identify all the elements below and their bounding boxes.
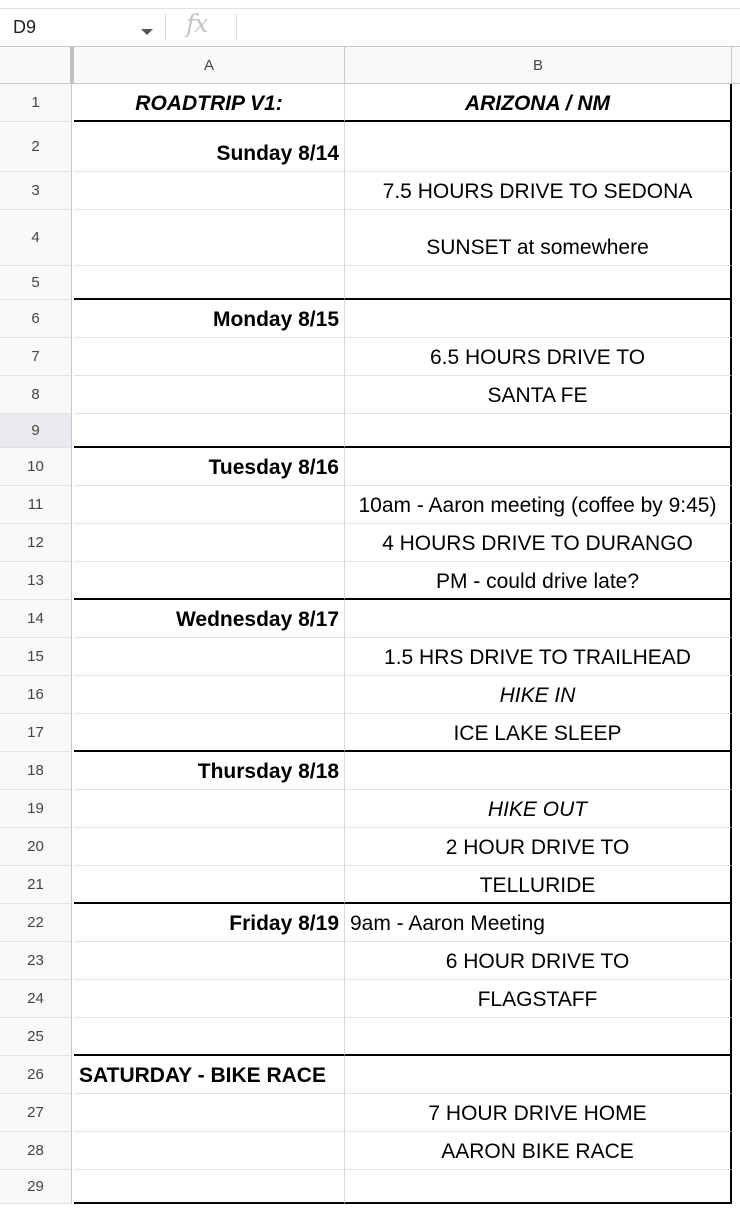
cell-text: Sunday 8/14 — [216, 142, 339, 165]
table-row — [0, 414, 740, 448]
row-number: 3 — [31, 182, 40, 199]
cell-text: 9am - Aaron Meeting — [350, 912, 545, 935]
cell-a16[interactable] — [74, 676, 345, 714]
table-row — [0, 600, 740, 638]
row-number: 9 — [31, 422, 40, 439]
cell-text: Wednesday 8/17 — [175, 608, 339, 631]
row-number: 6 — [31, 310, 40, 327]
table-row — [0, 676, 740, 714]
cell-text: PM - could drive late? — [435, 570, 640, 593]
table-row — [0, 300, 740, 338]
cell-b26[interactable] — [345, 1056, 732, 1094]
cell-a7[interactable] — [74, 338, 345, 376]
cell-a28[interactable] — [74, 1132, 345, 1170]
row-header[interactable] — [0, 714, 72, 752]
row-header[interactable] — [0, 210, 72, 266]
cell-a1[interactable] — [74, 84, 345, 122]
row-number: 11 — [27, 496, 44, 513]
cell-a21[interactable] — [74, 866, 345, 904]
cell-b29[interactable] — [345, 1170, 732, 1204]
name-box[interactable] — [0, 9, 165, 45]
cell-a14[interactable] — [74, 600, 345, 638]
row-number: 8 — [31, 386, 40, 403]
row-header[interactable] — [0, 448, 72, 486]
row-number: 24 — [27, 990, 44, 1007]
cell-b20[interactable] — [345, 828, 732, 866]
row-header[interactable] — [0, 338, 72, 376]
table-row — [0, 980, 740, 1018]
row-number: 18 — [27, 762, 44, 779]
row-number: 10 — [27, 458, 44, 475]
cell-text: Tuesday 8/16 — [208, 456, 339, 479]
cell-b22[interactable] — [345, 904, 732, 942]
cell-b18[interactable] — [345, 752, 732, 790]
cell-a18[interactable] — [74, 752, 345, 790]
row-header[interactable] — [0, 486, 72, 524]
cell-b7[interactable] — [345, 338, 732, 376]
cell-b13[interactable] — [345, 562, 732, 600]
row-header[interactable] — [0, 752, 72, 790]
row-header[interactable] — [0, 122, 72, 172]
table-row — [0, 1170, 740, 1204]
cell-b15[interactable] — [345, 638, 732, 676]
cell-text: Thursday 8/18 — [197, 760, 339, 783]
cell-a20[interactable] — [74, 828, 345, 866]
table-row — [0, 338, 740, 376]
row-number: 27 — [27, 1104, 44, 1121]
row-number: 25 — [27, 1028, 44, 1045]
select-all-corner[interactable] — [0, 47, 74, 84]
cell-text: HIKE OUT — [487, 798, 588, 821]
row-number: 16 — [27, 686, 44, 703]
row-number: 2 — [31, 138, 40, 155]
row-header[interactable] — [0, 1018, 72, 1056]
row-number: 19 — [27, 800, 44, 817]
row-header[interactable] — [0, 1170, 72, 1204]
cell-a11[interactable] — [74, 486, 345, 524]
row-header[interactable] — [0, 790, 72, 828]
row-header[interactable] — [0, 638, 72, 676]
row-header[interactable] — [0, 1056, 72, 1094]
cell-b28[interactable] — [345, 1132, 732, 1170]
cell-b3[interactable] — [345, 172, 732, 210]
cell-text: 7.5 HOURS DRIVE TO SEDONA — [382, 180, 693, 203]
spreadsheet-grid — [0, 84, 740, 1204]
cell-b25[interactable] — [345, 1018, 732, 1056]
table-row — [0, 210, 740, 266]
table-row — [0, 562, 740, 600]
table-row — [0, 866, 740, 904]
table-row — [0, 448, 740, 486]
cell-b21[interactable] — [345, 866, 732, 904]
row-number: 1 — [31, 94, 40, 111]
row-number: 28 — [27, 1142, 44, 1159]
cell-text: 2 HOUR DRIVE TO — [445, 836, 630, 859]
cell-a4[interactable] — [74, 210, 345, 266]
row-number: 22 — [27, 914, 44, 931]
row-number: 4 — [31, 229, 40, 246]
cell-reference: D9 — [13, 17, 37, 37]
row-number: 12 — [27, 534, 44, 551]
table-row — [0, 524, 740, 562]
row-number: 5 — [31, 274, 40, 291]
cell-b2[interactable] — [345, 122, 732, 172]
table-row — [0, 1132, 740, 1170]
cell-a15[interactable] — [74, 638, 345, 676]
cell-text: 10am - Aaron meeting (coffee by 9:45) — [358, 494, 717, 517]
column-header-b[interactable]: B — [345, 47, 732, 84]
cell-a5[interactable] — [74, 266, 345, 300]
row-header[interactable] — [0, 300, 72, 338]
cell-a3[interactable] — [74, 172, 345, 210]
cell-text: TELLURIDE — [479, 874, 596, 897]
cell-a25[interactable] — [74, 1018, 345, 1056]
row-header[interactable] — [0, 904, 72, 942]
table-row — [0, 266, 740, 300]
row-header[interactable] — [0, 172, 72, 210]
row-header[interactable] — [0, 600, 72, 638]
row-header[interactable] — [0, 414, 72, 448]
row-number: 21 — [27, 876, 44, 893]
row-header[interactable] — [0, 562, 72, 600]
row-header[interactable] — [0, 84, 72, 122]
cell-text: Monday 8/15 — [212, 308, 339, 331]
cell-b23[interactable] — [345, 942, 732, 980]
cell-text: 4 HOURS DRIVE TO DURANGO — [382, 532, 693, 555]
table-row — [0, 752, 740, 790]
cell-b17[interactable] — [345, 714, 732, 752]
row-header[interactable] — [0, 524, 72, 562]
cell-text: ICE LAKE SLEEP — [453, 722, 622, 745]
table-row — [0, 172, 740, 210]
cell-b14[interactable] — [345, 600, 732, 638]
table-row — [0, 828, 740, 866]
cell-a13[interactable] — [74, 562, 345, 600]
cell-a23[interactable] — [74, 942, 345, 980]
cell-b24[interactable] — [345, 980, 732, 1018]
column-header-a[interactable]: A — [74, 47, 345, 84]
formula-bar — [0, 0, 740, 47]
cell-b10[interactable] — [345, 448, 732, 486]
row-number: 29 — [27, 1178, 44, 1195]
table-row — [0, 84, 740, 122]
row-header[interactable] — [0, 866, 72, 904]
cell-b16[interactable] — [345, 676, 732, 714]
column-header-rest — [732, 47, 740, 84]
chevron-down-icon[interactable] — [141, 29, 153, 35]
cell-text: Friday 8/19 — [229, 912, 339, 935]
cell-text: 7 HOUR DRIVE HOME — [428, 1102, 647, 1125]
table-row — [0, 638, 740, 676]
cell-a6[interactable] — [74, 300, 345, 338]
cell-text: 1.5 HRS DRIVE TO TRAILHEAD — [384, 646, 691, 669]
cell-b11[interactable] — [345, 486, 732, 524]
table-row — [0, 1056, 740, 1094]
cell-text: AARON BIKE RACE — [441, 1140, 634, 1163]
row-header[interactable] — [0, 828, 72, 866]
cell-a24[interactable] — [74, 980, 345, 1018]
cell-b19[interactable] — [345, 790, 732, 828]
table-row — [0, 942, 740, 980]
cell-a2[interactable] — [74, 122, 345, 172]
row-number: 15 — [27, 648, 44, 665]
row-header[interactable] — [0, 980, 72, 1018]
row-number: 17 — [27, 724, 44, 741]
table-row — [0, 904, 740, 942]
cell-a12[interactable] — [74, 524, 345, 562]
cell-a8[interactable] — [74, 376, 345, 414]
cell-text: ROADTRIP V1: — [135, 92, 283, 115]
cell-a22[interactable] — [74, 904, 345, 942]
row-header[interactable] — [0, 1132, 72, 1170]
cell-text: FLAGSTAFF — [477, 988, 598, 1011]
row-header[interactable] — [0, 942, 72, 980]
cell-text: SUNSET at somewhere — [426, 236, 649, 259]
row-number: 26 — [27, 1066, 44, 1083]
row-number: 20 — [27, 838, 44, 855]
cell-text: SATURDAY - BIKE RACE — [79, 1064, 326, 1087]
cell-b8[interactable] — [345, 376, 732, 414]
cell-text: SANTA FE — [487, 384, 588, 407]
table-row — [0, 376, 740, 414]
cell-a26[interactable] — [74, 1056, 345, 1094]
table-row — [0, 714, 740, 752]
cell-a9[interactable] — [74, 414, 345, 448]
fx-icon: fx — [186, 9, 208, 38]
cell-text: 6 HOUR DRIVE TO — [445, 950, 630, 973]
cell-b9[interactable] — [345, 414, 732, 448]
cell-text: ARIZONA / NM — [464, 92, 611, 115]
table-row — [0, 1018, 740, 1056]
table-row — [0, 790, 740, 828]
table-row — [0, 486, 740, 524]
cell-a27[interactable] — [74, 1094, 345, 1132]
row-number: 13 — [27, 572, 44, 589]
cell-a17[interactable] — [74, 714, 345, 752]
row-header[interactable] — [0, 266, 72, 300]
cell-b12[interactable] — [345, 524, 732, 562]
row-header[interactable] — [0, 1094, 72, 1132]
table-row — [0, 122, 740, 172]
cell-a10[interactable] — [74, 448, 345, 486]
cell-b27[interactable] — [345, 1094, 732, 1132]
row-number: 23 — [27, 952, 44, 969]
row-number: 7 — [31, 348, 40, 365]
row-header[interactable] — [0, 376, 72, 414]
cell-text: HIKE IN — [499, 684, 576, 707]
cell-b5[interactable] — [345, 266, 732, 300]
cell-b4[interactable] — [345, 210, 732, 266]
cell-b6[interactable] — [345, 300, 732, 338]
cell-a29[interactable] — [74, 1170, 345, 1204]
row-header[interactable] — [0, 676, 72, 714]
cell-a19[interactable] — [74, 790, 345, 828]
table-row — [0, 1094, 740, 1132]
row-number: 14 — [27, 610, 44, 627]
cell-b1[interactable] — [345, 84, 732, 122]
cell-text: 6.5 HOURS DRIVE TO — [429, 346, 646, 369]
